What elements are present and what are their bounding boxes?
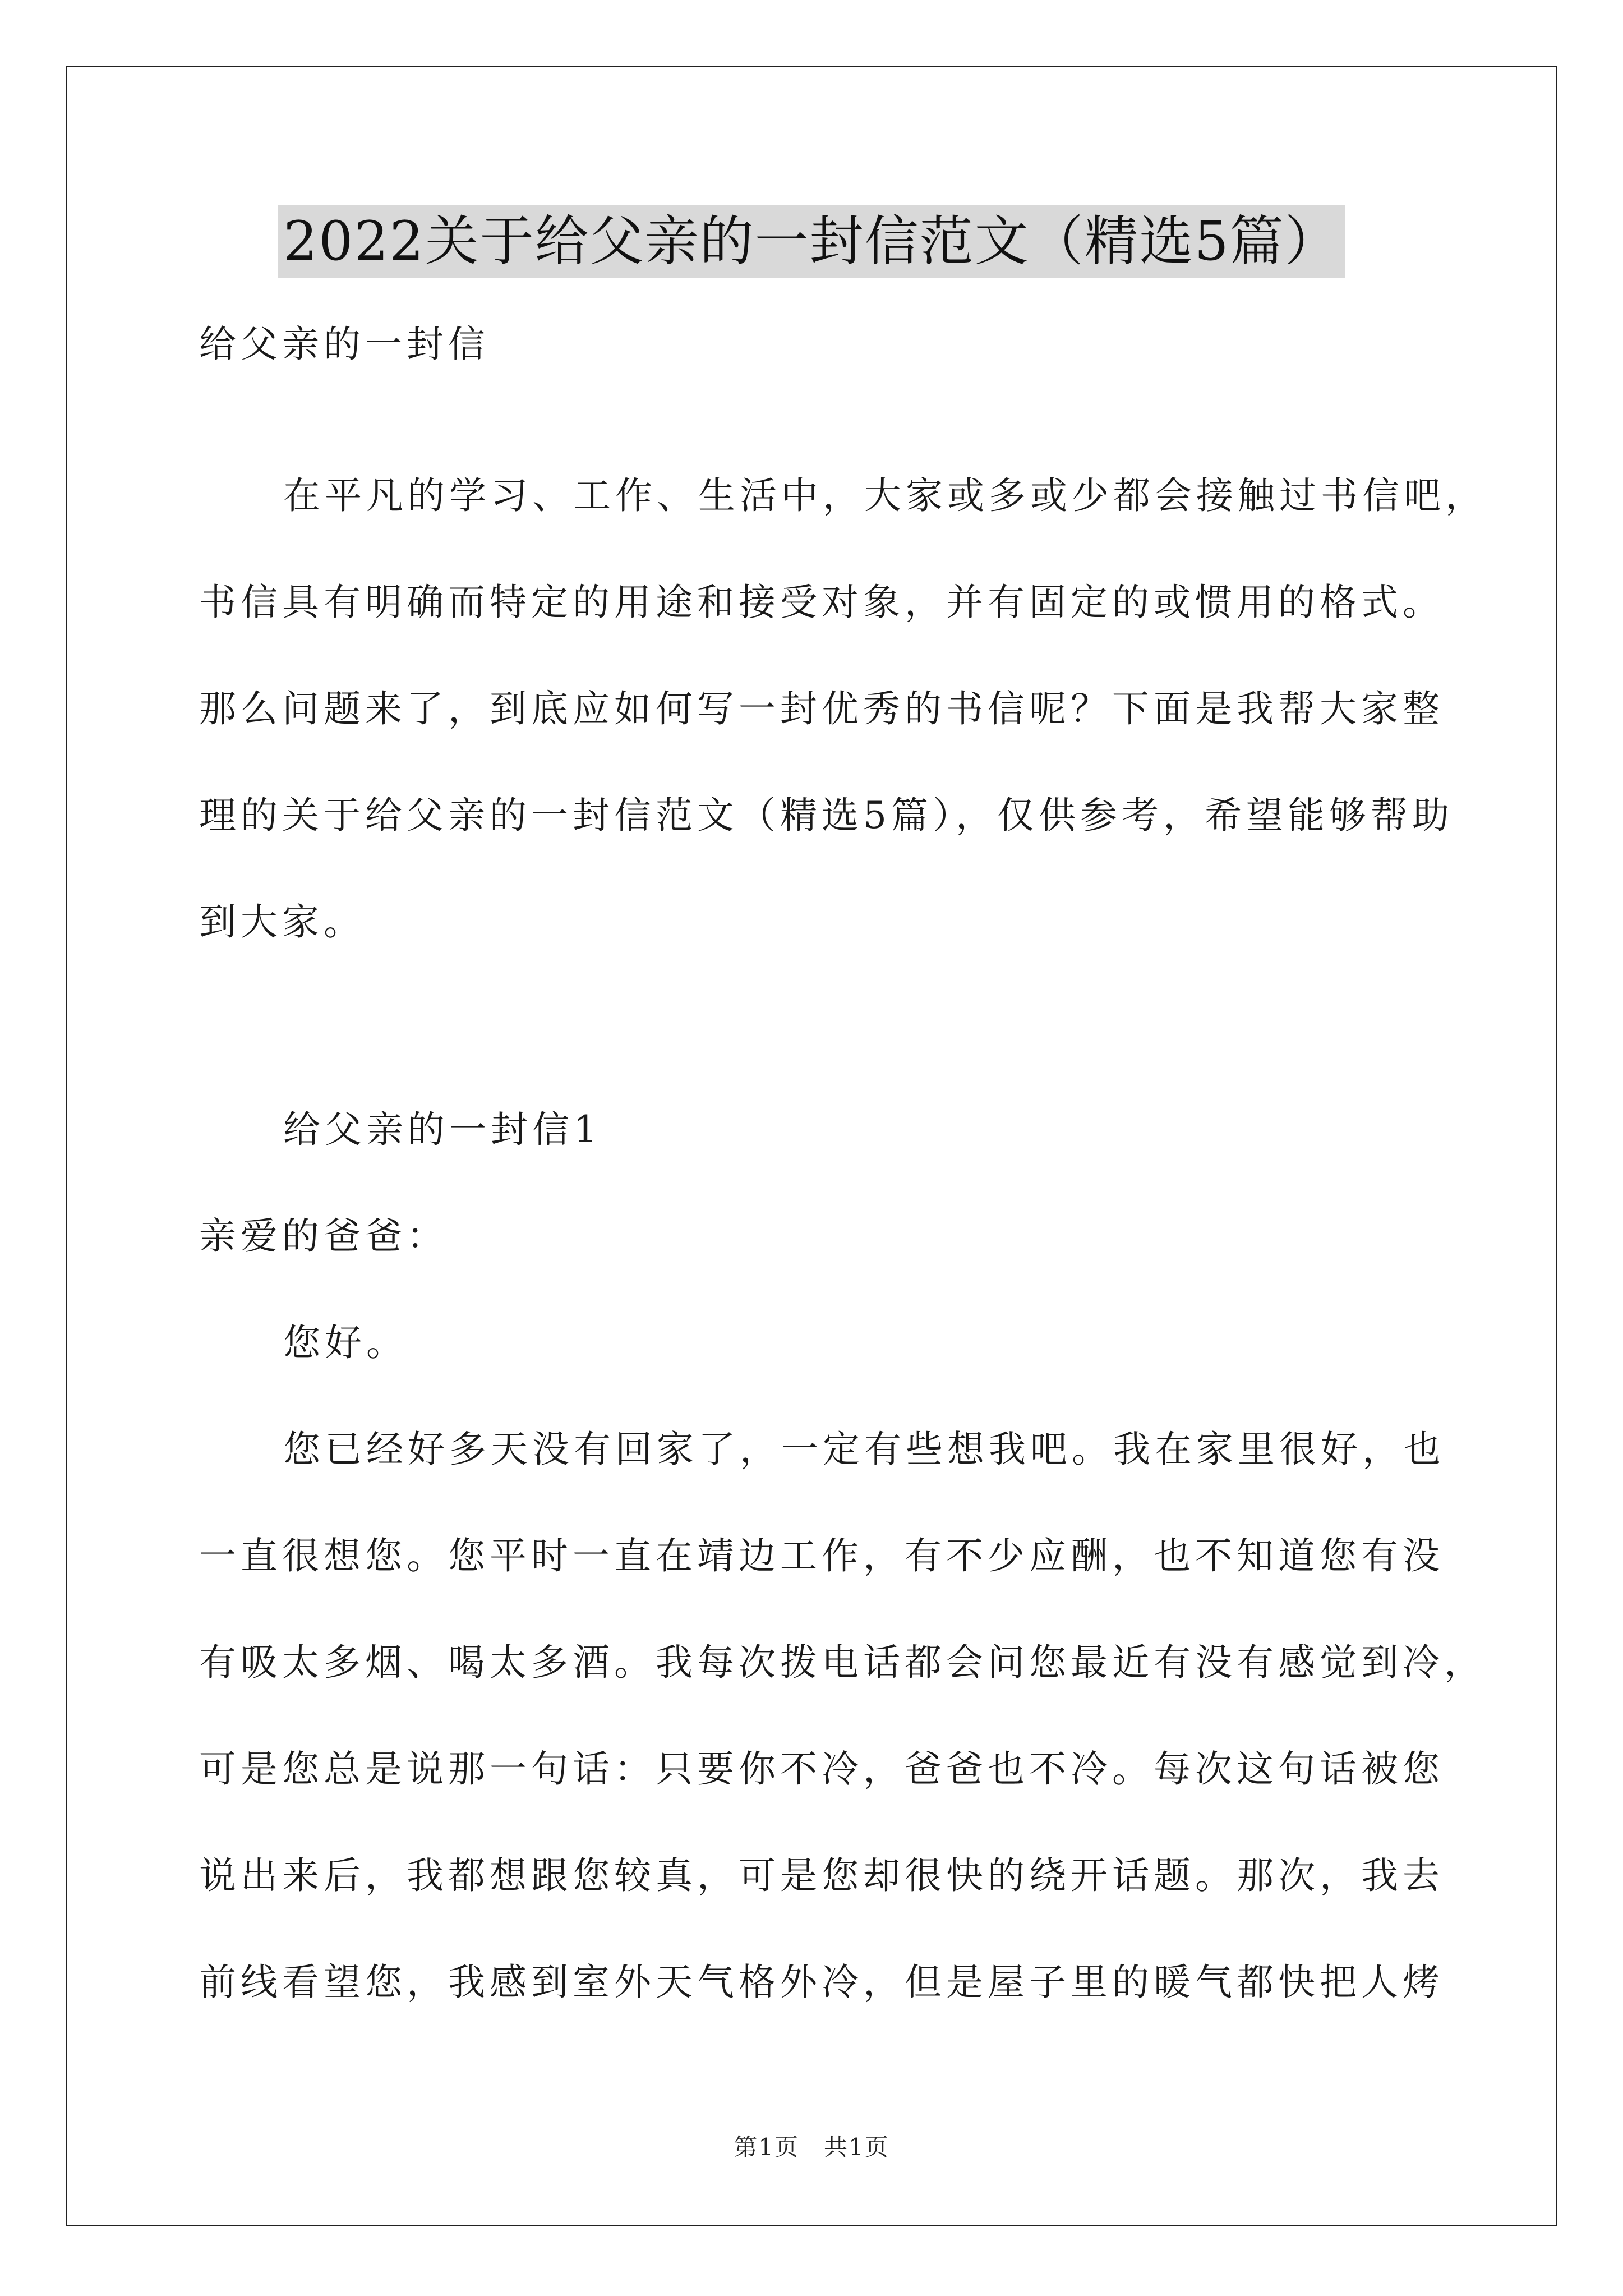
greeting: 您好。: [283, 1321, 408, 1364]
section-title: 给父亲的一封信1: [283, 1108, 602, 1151]
intro-line: 理的关于给父亲的一封信范文（精选5篇），仅供参考，希望能够帮助: [199, 794, 1454, 837]
intro-line: 在平凡的学习、工作、生活中，大家或多或少都会接触过书信吧，: [283, 474, 1487, 517]
letter-line: 说出来后，我都想跟您较真，可是您却很快的绕开话题。那次，我去: [199, 1854, 1444, 1897]
page-footer: 第1页 共1页: [734, 2133, 889, 2161]
heading: 给父亲的一封信: [199, 323, 490, 366]
letter-line: 前线看望您，我感到室外天气格外冷，但是屋子里的暖气都快把人烤: [199, 1961, 1444, 2004]
letter-line: 您已经好多天没有回家了，一定有些想我吧。我在家里很好，也: [283, 1428, 1445, 1471]
salutation: 亲爱的爸爸：: [199, 1214, 448, 1258]
letter-line: 有吸太多烟、喝太多酒。我每次拨电话都会问您最近有没有感觉到冷，: [199, 1641, 1486, 1684]
letter-line: 可是您总是说那一句话：只要你不冷，爸爸也不冷。每次这句话被您: [199, 1747, 1444, 1791]
intro-line: 到大家。: [199, 900, 365, 944]
intro-line: 书信具有明确而特定的用途和接受对象，并有固定的或惯用的格式。: [199, 581, 1444, 624]
title-container: [0, 205, 1623, 278]
document-title: 2022关于给父亲的一封信范文（精选5篇）: [278, 205, 1345, 278]
intro-line: 那么问题来了，到底应如何写一封优秀的书信呢？下面是我帮大家整: [199, 687, 1444, 730]
letter-line: 一直很想您。您平时一直在靖边工作，有不少应酬，也不知道您有没: [199, 1534, 1444, 1577]
